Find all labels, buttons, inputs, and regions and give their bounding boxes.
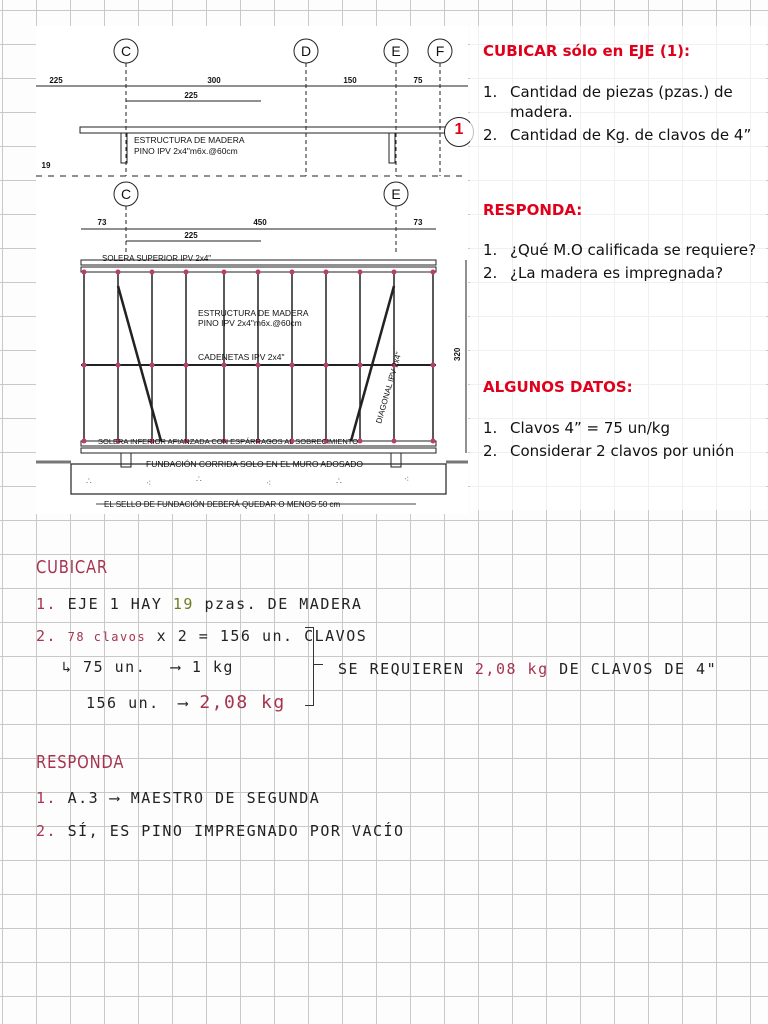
structure-label-2: PINO IPV 2x4"m6x.@60cm [198,318,302,328]
note-conclusion: SE REQUIEREN 2,08 kg DE CLAVOS DE 4" [338,660,718,678]
note-line-3: ↳ 75 un. ⟶ 1 kg [62,658,234,676]
note-answer-2: 2. SÍ, ES PINO IMPREGNADO POR VACÍO [36,822,405,840]
svg-text:⁖: ⁖ [146,478,152,488]
axis-label-e-top: E [391,43,401,59]
top-subdim: 225 [184,91,198,100]
cubicar-title: CUBICAR sólo en EJE (1): [483,42,691,60]
notes-responda-heading: RESPONDA [36,752,125,773]
notes-cubicar-heading: CUBICAR [36,557,108,578]
bracket [305,627,314,706]
bracket-tick [313,664,323,665]
responda-title: RESPONDA: [483,201,583,219]
diagonal-label: DIAGONAL IPV 2x4" [374,350,404,425]
cadenetas-label: CADENETAS IPV 2x4" [198,352,285,362]
datos-list [483,418,763,464]
task-panel [470,26,766,510]
axis-tag-number: 1 [454,121,464,138]
axis-label-f: F [435,43,445,59]
solera-superior-label: SOLERA SUPERIOR IPV 2x4" [102,254,212,263]
top-dim-4: 75 [413,76,423,85]
axis-label-e-elev: E [391,186,401,202]
cubicar-list [483,82,763,148]
structural-drawing [36,26,468,514]
elev-dim-2: 450 [253,218,267,227]
axis-label-d: D [300,43,312,59]
svg-text:⁖: ⁖ [404,474,410,484]
list-item: 1. Clavos 4” = 75 un/kg [483,419,671,437]
solera-inferior-label: SOLERA INFERIOR AFIANZADA CON ESPÁRRAGOS AL SOBRECIMIENTO [98,437,359,446]
note-answer-1: 1. A.3 ⟶ MAESTRO DE SEGUNDA [36,789,321,807]
svg-text:∴: ∴ [196,474,202,484]
list-item: 2. ¿La madera es impregnada? [483,264,724,282]
responda-list [483,240,763,286]
top-dim-2: 300 [207,76,221,85]
sello-label: EL SELLO DE FUNDACIÓN DEBERÁ QUEDAR O MENOS 50 cm [104,500,341,509]
top-structure-label-2: PINO IPV 2x4"m6x.@60cm [134,146,238,156]
axis-label-c-top: C [120,43,132,59]
structure-label-1: ESTRUCTURA DE MADERA [198,308,309,318]
height-dim: 320 [453,347,462,361]
fundacion-label: FUNDACIÓN CORRIDA SOLO EN EL MURO ADOSADO [146,459,363,469]
top-dim-3: 150 [343,76,357,85]
elev-subdim: 225 [184,231,198,240]
list-item: 1. Cantidad de piezas (pzas.) de madera. [483,83,733,121]
list-item: 1. ¿Qué M.O calificada se requiere? [483,241,757,259]
axis-label-c-elev: C [120,186,132,202]
list-item: 2. Considerar 2 clavos por unión [483,442,735,460]
elev-dim-1: 73 [97,218,107,227]
note-line-1: 1. EJE 1 HAY 19 pzas. DE MADERA [36,595,363,613]
svg-text:∴: ∴ [336,476,342,486]
top-dim-1: 225 [49,76,63,85]
note-line-4: 156 un. ⟶ 2,08 kg [86,692,286,713]
top-height: 19 [41,161,51,170]
list-item: 2. Cantidad de Kg. de clavos de 4” [483,126,752,144]
note-line-2: 2. 78 clavos x 2 = 156 un. CLAVOS [36,627,368,645]
elev-dim-3: 73 [413,218,423,227]
top-structure-label-1: ESTRUCTURA DE MADERA [134,135,245,145]
svg-text:∴: ∴ [86,476,92,486]
datos-title: ALGUNOS DATOS: [483,378,633,396]
svg-text:⁖: ⁖ [266,478,272,488]
drawing-svg [36,26,468,514]
